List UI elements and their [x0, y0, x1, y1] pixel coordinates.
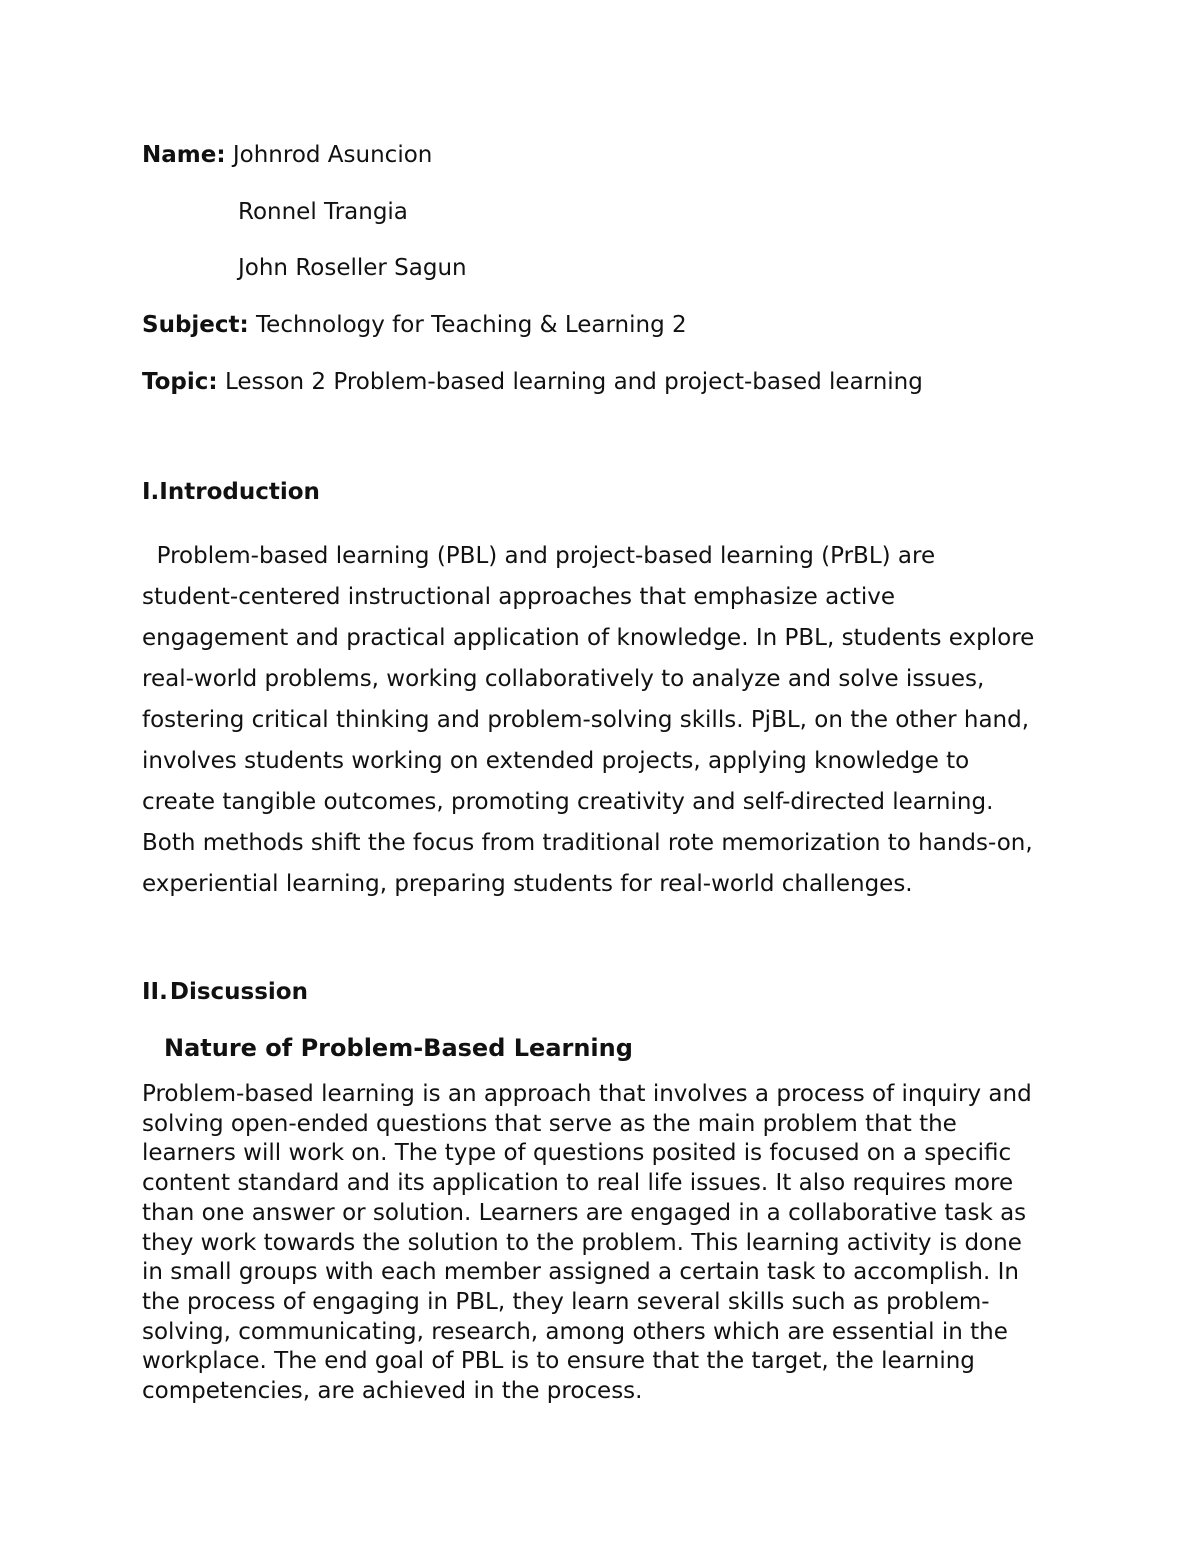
paragraph-line: solving, communicating, research, among others which are essential in the — [142, 1318, 1008, 1345]
paragraph-line: experiential learning, preparing students for real-world challenges. — [142, 871, 913, 897]
paragraph-line: create tangible outcomes, promoting creativity and self-directed learning. — [142, 789, 994, 815]
paragraph-line: engagement and practical application of knowledge. In PBL, students explore — [142, 625, 1035, 651]
section-title: Introduction — [159, 479, 320, 505]
paragraph-line: they work towards the solution to the problem. This learning activity is done — [142, 1229, 1022, 1256]
subject-line — [142, 314, 687, 337]
paragraph-line: the process of engaging in PBL, they learn several skills such as problem- — [142, 1288, 990, 1315]
paragraph-line: than one answer or solution. Learners are engaged in a collaborative task as — [142, 1199, 1027, 1226]
topic-label: Topic: — [142, 369, 218, 395]
paragraph-line: Problem-based learning is an approach that involves a process of inquiry and — [142, 1081, 1032, 1107]
paragraph-line: Problem-based learning (PBL) and project-based learning (PrBL) are — [142, 543, 936, 569]
subject-label: Subject: — [142, 312, 249, 338]
section-heading-discussion — [142, 981, 308, 1004]
paragraph-line: involves students working on extended projects, applying knowledge to — [142, 748, 970, 774]
section-numeral: II. — [142, 979, 168, 1005]
paragraph-line: workplace. The end goal of PBL is to ensure that the target, the learning — [142, 1348, 975, 1375]
discussion-paragraph — [142, 1080, 1082, 1407]
paragraph-line: fostering critical thinking and problem-solving skills. PjBL, on the other hand, — [142, 707, 1030, 733]
section-numeral: I. — [142, 479, 160, 505]
section-heading-introduction — [142, 481, 320, 504]
paragraph-line: student-centered instructional approaches that emphasize active — [142, 584, 896, 610]
paragraph-line: real-world problems, working collaboratively to analyze and solve issues, — [142, 666, 985, 692]
subject-value: Technology for Teaching & Learning 2 — [256, 312, 687, 338]
topic-line — [142, 371, 923, 394]
paragraph-line: competencies, are achieved in the process. — [142, 1378, 643, 1405]
paragraph-line: in small groups with each member assigned a certain task to accomplish. In — [142, 1259, 1019, 1286]
paragraph-line: Both methods shift the focus from traditional rote memorization to hands-on, — [142, 830, 1033, 856]
name-label: Name: — [142, 142, 226, 168]
section-title: Discussion — [169, 979, 308, 1005]
subsection-heading: Nature of Problem-Based Learning — [164, 1034, 633, 1062]
introduction-paragraph — [142, 536, 1082, 905]
author-name: Johnrod Asuncion — [232, 142, 433, 168]
author-name: John Roseller Sagun — [238, 255, 467, 281]
paragraph-line: solving open-ended questions that serve as the main problem that the — [142, 1110, 957, 1137]
paragraph-line: learners will work on. The type of questions posited is focused on a specific — [142, 1140, 1012, 1167]
author-name: Ronnel Trangia — [238, 199, 408, 225]
topic-value: Lesson 2 Problem-based learning and project-based learning — [224, 369, 923, 395]
name-line — [142, 144, 432, 167]
paragraph-line: content standard and its application to real life issues. It also requires more — [142, 1170, 1014, 1197]
